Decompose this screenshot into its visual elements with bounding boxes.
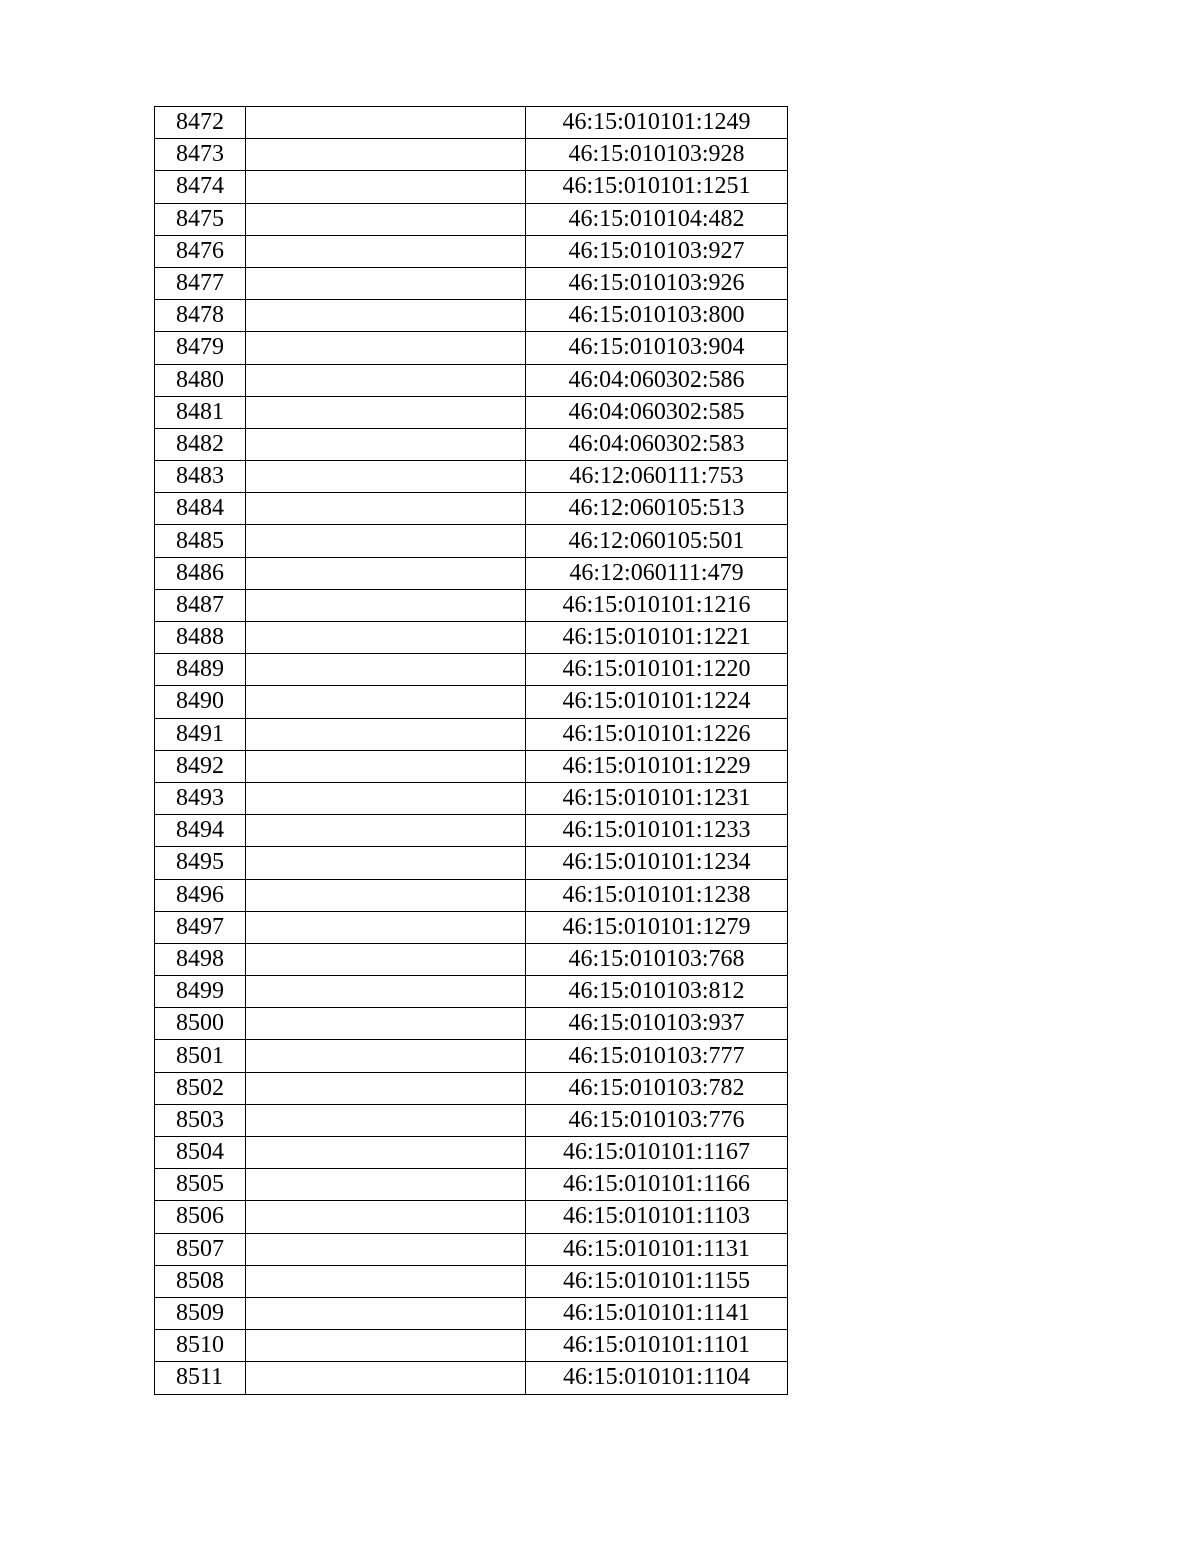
cadastral-number-cell: 46:15:010101:1279 — [526, 911, 788, 943]
empty-cell — [246, 718, 526, 750]
empty-cell — [246, 203, 526, 235]
row-number-cell: 8496 — [155, 879, 246, 911]
row-number-cell: 8485 — [155, 525, 246, 557]
table-row — [155, 718, 788, 750]
table-row — [155, 493, 788, 525]
table-row — [155, 686, 788, 718]
row-number-cell: 8504 — [155, 1137, 246, 1169]
table-row — [155, 589, 788, 621]
row-number-cell: 8483 — [155, 461, 246, 493]
row-number-cell: 8503 — [155, 1104, 246, 1136]
cadastral-number-cell: 46:15:010101:1226 — [526, 718, 788, 750]
cadastral-number-cell: 46:15:010104:482 — [526, 203, 788, 235]
empty-cell — [246, 879, 526, 911]
empty-cell — [246, 1265, 526, 1297]
empty-cell — [246, 654, 526, 686]
table-row — [155, 1008, 788, 1040]
table-row — [155, 1072, 788, 1104]
cadastral-number-cell: 46:15:010101:1167 — [526, 1137, 788, 1169]
row-number-cell: 8473 — [155, 139, 246, 171]
row-number-cell: 8505 — [155, 1169, 246, 1201]
table-row — [155, 654, 788, 686]
empty-cell — [246, 1104, 526, 1136]
row-number-cell: 8500 — [155, 1008, 246, 1040]
empty-cell — [246, 428, 526, 460]
empty-cell — [246, 847, 526, 879]
empty-cell — [246, 686, 526, 718]
row-number-cell: 8477 — [155, 267, 246, 299]
empty-cell — [246, 171, 526, 203]
empty-cell — [246, 589, 526, 621]
row-number-cell: 8484 — [155, 493, 246, 525]
cadastral-number-cell: 46:15:010103:768 — [526, 943, 788, 975]
row-number-cell: 8486 — [155, 557, 246, 589]
row-number-cell: 8494 — [155, 815, 246, 847]
table-row — [155, 461, 788, 493]
cadastral-number-cell: 46:04:060302:583 — [526, 428, 788, 460]
row-number-cell: 8488 — [155, 622, 246, 654]
table-row — [155, 815, 788, 847]
empty-cell — [246, 976, 526, 1008]
row-number-cell: 8476 — [155, 235, 246, 267]
cadastral-number-cell: 46:15:010101:1233 — [526, 815, 788, 847]
cadastral-number-cell: 46:15:010101:1249 — [526, 107, 788, 139]
table-row — [155, 847, 788, 879]
cadastral-number-cell: 46:15:010103:782 — [526, 1072, 788, 1104]
row-number-cell: 8509 — [155, 1297, 246, 1329]
empty-cell — [246, 1072, 526, 1104]
empty-cell — [246, 1362, 526, 1394]
cadastral-number-cell: 46:15:010101:1251 — [526, 171, 788, 203]
empty-cell — [246, 364, 526, 396]
table-row — [155, 171, 788, 203]
empty-cell — [246, 139, 526, 171]
table-row — [155, 1362, 788, 1394]
row-number-cell: 8472 — [155, 107, 246, 139]
cadastral-number-cell: 46:15:010101:1231 — [526, 782, 788, 814]
cadastral-number-cell: 46:15:010101:1224 — [526, 686, 788, 718]
empty-cell — [246, 622, 526, 654]
table-row — [155, 750, 788, 782]
table-row — [155, 235, 788, 267]
row-number-cell: 8475 — [155, 203, 246, 235]
cadastral-number-cell: 46:15:010103:928 — [526, 139, 788, 171]
row-number-cell: 8498 — [155, 943, 246, 975]
cadastral-number-cell: 46:15:010101:1101 — [526, 1330, 788, 1362]
cadastral-number-cell: 46:15:010101:1220 — [526, 654, 788, 686]
table-row — [155, 1137, 788, 1169]
cadastral-number-cell: 46:15:010101:1234 — [526, 847, 788, 879]
cadastral-number-cell: 46:12:060111:479 — [526, 557, 788, 589]
cadastral-number-cell: 46:15:010103:800 — [526, 300, 788, 332]
row-number-cell: 8495 — [155, 847, 246, 879]
empty-cell — [246, 396, 526, 428]
table-row — [155, 1297, 788, 1329]
cadastral-number-cell: 46:12:060111:753 — [526, 461, 788, 493]
cadastral-table — [154, 106, 788, 1395]
table-row — [155, 107, 788, 139]
empty-cell — [246, 525, 526, 557]
table-row — [155, 139, 788, 171]
table-row — [155, 1330, 788, 1362]
empty-cell — [246, 332, 526, 364]
empty-cell — [246, 267, 526, 299]
row-number-cell: 8492 — [155, 750, 246, 782]
row-number-cell: 8493 — [155, 782, 246, 814]
empty-cell — [246, 943, 526, 975]
empty-cell — [246, 782, 526, 814]
table-row — [155, 557, 788, 589]
row-number-cell: 8482 — [155, 428, 246, 460]
cadastral-number-cell: 46:15:010101:1221 — [526, 622, 788, 654]
empty-cell — [246, 1008, 526, 1040]
row-number-cell: 8506 — [155, 1201, 246, 1233]
cadastral-number-cell: 46:04:060302:585 — [526, 396, 788, 428]
row-number-cell: 8502 — [155, 1072, 246, 1104]
cadastral-number-cell: 46:12:060105:513 — [526, 493, 788, 525]
empty-cell — [246, 557, 526, 589]
cadastral-number-cell: 46:15:010101:1104 — [526, 1362, 788, 1394]
table-row — [155, 525, 788, 557]
row-number-cell: 8507 — [155, 1233, 246, 1265]
row-number-cell: 8478 — [155, 300, 246, 332]
table-row — [155, 332, 788, 364]
table-row — [155, 267, 788, 299]
table-row — [155, 396, 788, 428]
empty-cell — [246, 911, 526, 943]
table-row — [155, 203, 788, 235]
table-row — [155, 1201, 788, 1233]
cadastral-number-cell: 46:15:010103:776 — [526, 1104, 788, 1136]
cadastral-number-cell: 46:15:010101:1229 — [526, 750, 788, 782]
row-number-cell: 8511 — [155, 1362, 246, 1394]
empty-cell — [246, 461, 526, 493]
cadastral-number-cell: 46:12:060105:501 — [526, 525, 788, 557]
empty-cell — [246, 1233, 526, 1265]
cadastral-number-cell: 46:15:010101:1103 — [526, 1201, 788, 1233]
table-row — [155, 911, 788, 943]
table-row — [155, 364, 788, 396]
table-row — [155, 1104, 788, 1136]
empty-cell — [246, 1169, 526, 1201]
row-number-cell: 8474 — [155, 171, 246, 203]
empty-cell — [246, 815, 526, 847]
empty-cell — [246, 1040, 526, 1072]
empty-cell — [246, 493, 526, 525]
table-row — [155, 976, 788, 1008]
empty-cell — [246, 235, 526, 267]
empty-cell — [246, 107, 526, 139]
table-row — [155, 300, 788, 332]
table-row — [155, 879, 788, 911]
cadastral-number-cell: 46:15:010103:937 — [526, 1008, 788, 1040]
cadastral-number-cell: 46:15:010101:1141 — [526, 1297, 788, 1329]
cadastral-number-cell: 46:15:010101:1216 — [526, 589, 788, 621]
cadastral-number-cell: 46:15:010103:926 — [526, 267, 788, 299]
empty-cell — [246, 1137, 526, 1169]
row-number-cell: 8479 — [155, 332, 246, 364]
empty-cell — [246, 1201, 526, 1233]
empty-cell — [246, 1297, 526, 1329]
table-row — [155, 782, 788, 814]
table-row — [155, 1233, 788, 1265]
cadastral-number-cell: 46:15:010103:777 — [526, 1040, 788, 1072]
row-number-cell: 8501 — [155, 1040, 246, 1072]
row-number-cell: 8489 — [155, 654, 246, 686]
row-number-cell: 8510 — [155, 1330, 246, 1362]
row-number-cell: 8490 — [155, 686, 246, 718]
row-number-cell: 8508 — [155, 1265, 246, 1297]
table-body — [155, 107, 788, 1395]
table-row — [155, 1169, 788, 1201]
table-row — [155, 1265, 788, 1297]
cadastral-number-cell: 46:15:010103:812 — [526, 976, 788, 1008]
row-number-cell: 8499 — [155, 976, 246, 1008]
cadastral-number-cell: 46:15:010101:1131 — [526, 1233, 788, 1265]
empty-cell — [246, 1330, 526, 1362]
row-number-cell: 8497 — [155, 911, 246, 943]
row-number-cell: 8491 — [155, 718, 246, 750]
empty-cell — [246, 300, 526, 332]
cadastral-number-cell: 46:15:010101:1238 — [526, 879, 788, 911]
cadastral-number-cell: 46:15:010101:1155 — [526, 1265, 788, 1297]
cadastral-number-cell: 46:15:010101:1166 — [526, 1169, 788, 1201]
table-row — [155, 622, 788, 654]
row-number-cell: 8481 — [155, 396, 246, 428]
cadastral-number-cell: 46:15:010103:904 — [526, 332, 788, 364]
cadastral-number-cell: 46:04:060302:586 — [526, 364, 788, 396]
cadastral-number-cell: 46:15:010103:927 — [526, 235, 788, 267]
table-row — [155, 943, 788, 975]
table-row — [155, 428, 788, 460]
empty-cell — [246, 750, 526, 782]
table-row — [155, 1040, 788, 1072]
row-number-cell: 8487 — [155, 589, 246, 621]
row-number-cell: 8480 — [155, 364, 246, 396]
